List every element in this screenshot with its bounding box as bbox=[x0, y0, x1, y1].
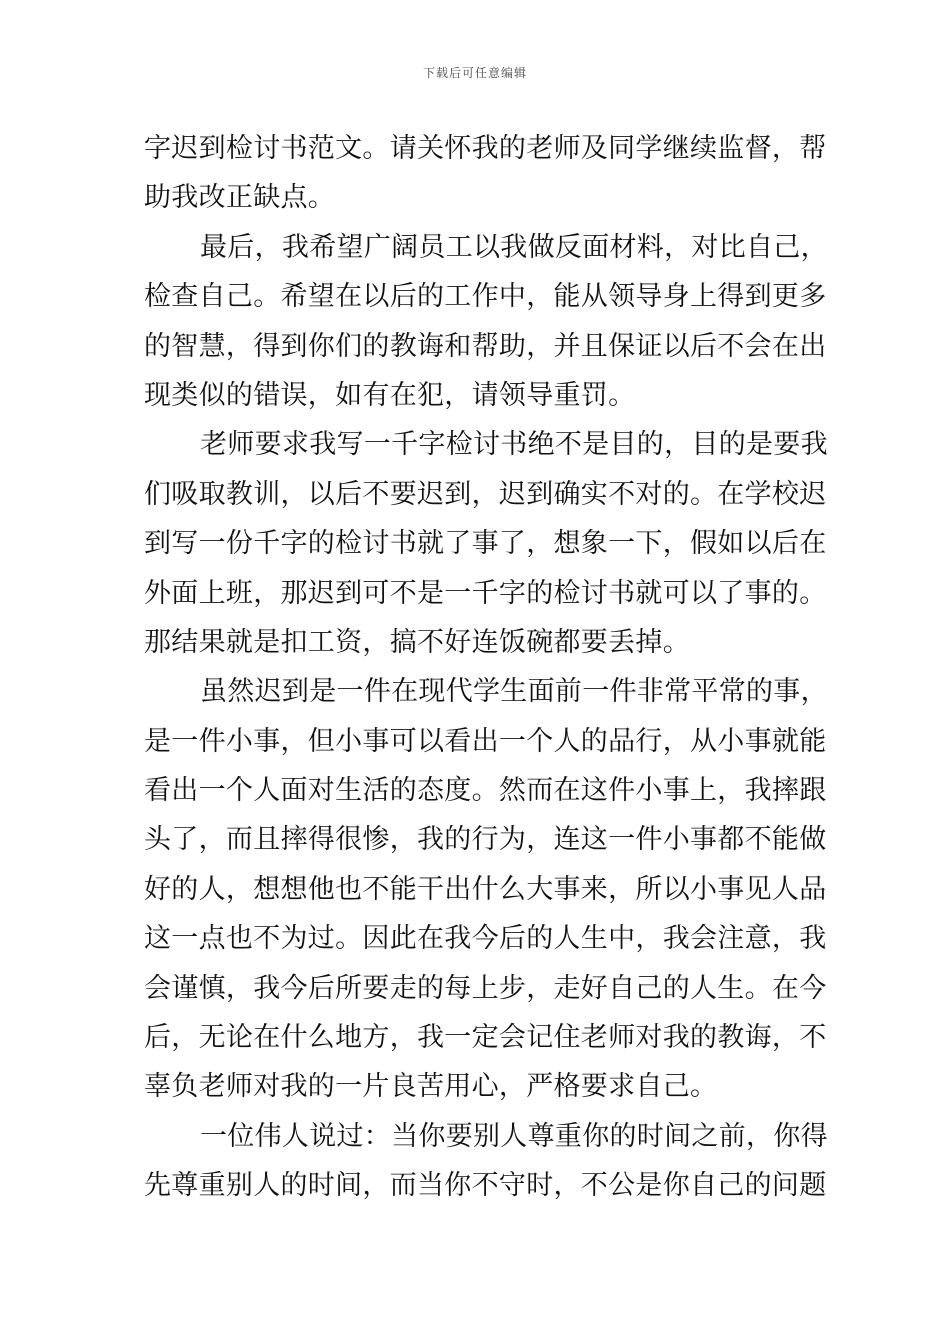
text-line: 先尊重别人的时间，而当你不守时，不公是你自己的问题 bbox=[144, 1170, 827, 1202]
text-line: 老师要求我写一千字检讨书绝不是目的，目的是要我 bbox=[200, 429, 828, 461]
text-line: 一位伟人说过：当你要别人尊重你的时间之前，你得 bbox=[200, 1120, 828, 1152]
text-line: 外面上班，那迟到可不是一千字的检讨书就可以了事的。 bbox=[144, 577, 827, 609]
text-line: 现类似的错误，如有在犯，请领导重罚。 bbox=[144, 379, 636, 411]
body-text bbox=[144, 124, 828, 1211]
text-line: 这一点也不为过。因此在我今后的人生中，我会注意，我 bbox=[144, 923, 827, 955]
text-line: 字迟到检讨书范文。请关怀我的老师及同学继续监督，帮 bbox=[144, 133, 827, 164]
text-line: 们吸取教训，以后不要迟到，迟到确实不对的。在学校迟 bbox=[144, 478, 827, 510]
text-line: 辜负老师对我的一片良苦用心，严格要求自己。 bbox=[144, 1071, 718, 1103]
text-line: 会谨慎，我今后所要走的每上步，走好自己的人生。在今 bbox=[144, 972, 827, 1004]
text-line: 看出一个人面对生活的态度。然而在这件小事上，我摔跟 bbox=[144, 775, 827, 807]
text-line: 最后，我希望广阔员工以我做反面材料，对比自己， bbox=[200, 231, 828, 263]
header-note: 下载后可任意编辑 bbox=[422, 66, 527, 80]
text-line: 助我改正缺点。 bbox=[144, 182, 336, 214]
text-line: 好的人，想想他也不能干出什么大事来，所以小事见人品 bbox=[144, 873, 827, 905]
text-line: 是一件小事，但小事可以看出一个人的品行，从小事就能 bbox=[144, 725, 827, 757]
text-line: 的智慧，得到你们的教诲和帮助，并且保证以后不会在出 bbox=[144, 330, 827, 362]
text-line: 后，无论在什么地方，我一定会记住老师对我的教诲，不 bbox=[144, 1022, 827, 1054]
text-line: 检查自己。希望在以后的工作中，能从领导身上得到更多 bbox=[144, 281, 827, 313]
text-line: 头了，而且摔得很惨，我的行为，连这一件小事都不能做 bbox=[144, 824, 827, 856]
text-line: 虽然迟到是一件在现代学生面前一件非常平常的事， bbox=[200, 676, 828, 708]
text-line: 那结果就是扣工资，搞不好连饭碗都要丢掉。 bbox=[144, 626, 690, 658]
text-line: 到写一份千字的检讨书就了事了，想象一下，假如以后在 bbox=[144, 528, 827, 560]
